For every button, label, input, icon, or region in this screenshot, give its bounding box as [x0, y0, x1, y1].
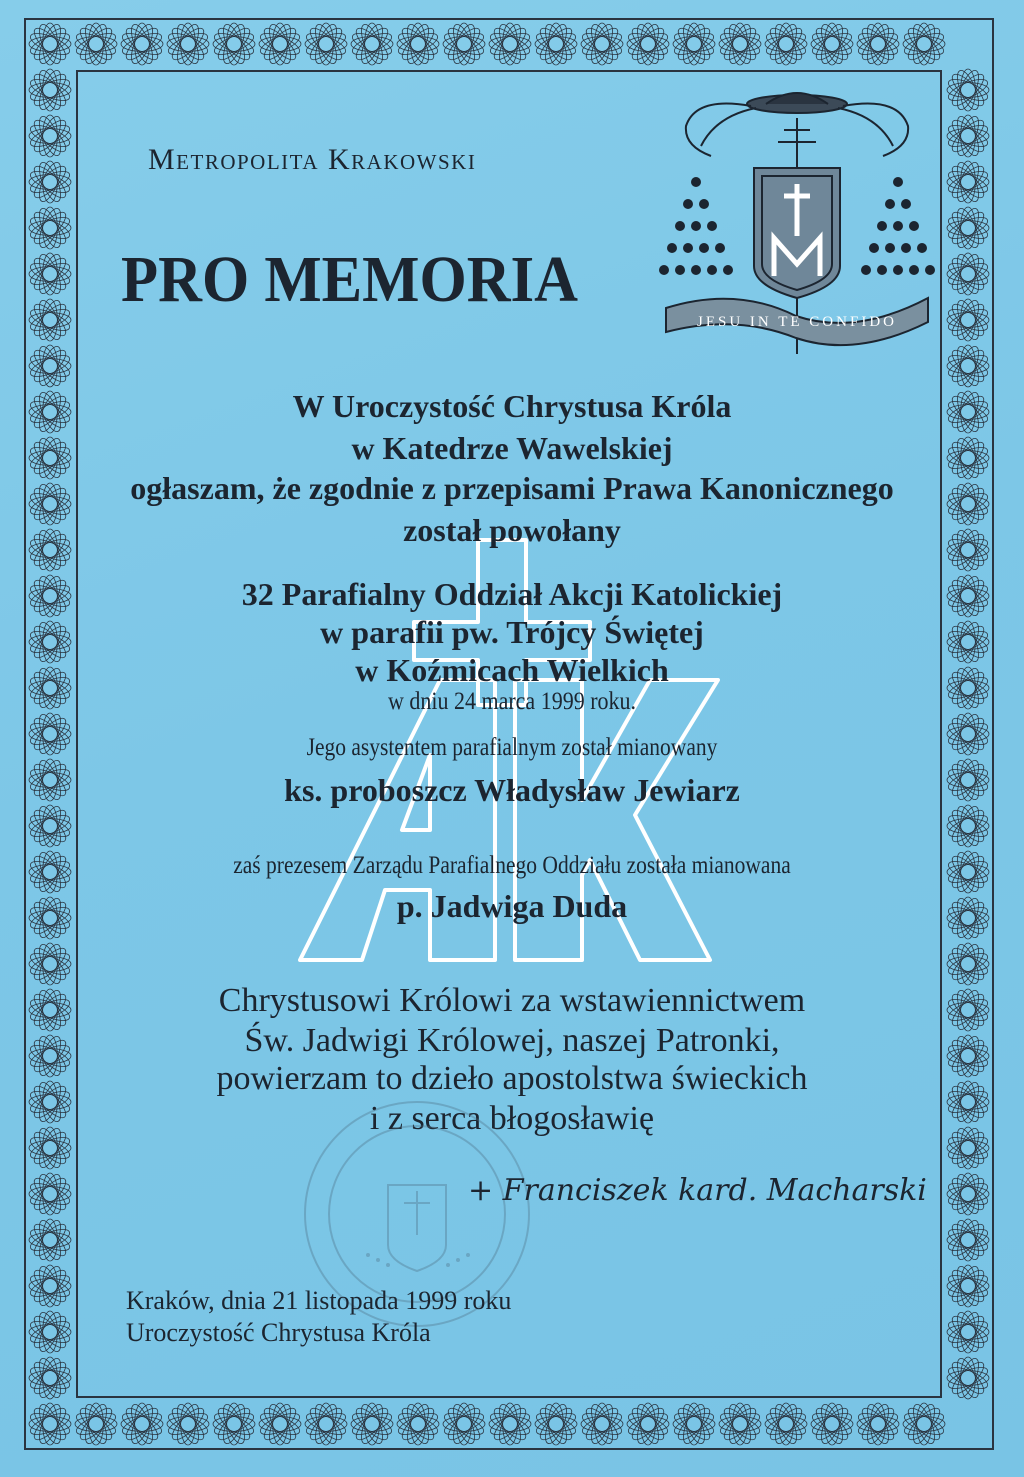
issuer-heading: Metropolita Krakowski: [148, 143, 477, 176]
president-intro: zaś prezesem Zarządu Parafialnego Oddziału została mianowana: [233, 852, 791, 879]
assistant-intro: Jego asystentem parafialnym został mianowany: [306, 734, 718, 761]
unit-name-line-1: 32 Parafialny Oddział Akcji Katolickiej: [241, 576, 783, 612]
announcement-line-4: został powołany: [403, 512, 621, 548]
place-and-date: Kraków, dnia 21 listopada 1999 roku: [126, 1286, 512, 1315]
blessing-line-2: Św. Jadwigi Królowej, naszej Patronki,: [244, 1022, 780, 1059]
announcement-line-2: w Katedrze Wawelskiej: [351, 430, 673, 466]
president-name: p. Jadwiga Duda: [396, 888, 628, 924]
assistant-name: ks. proboszcz Władysław Jewiarz: [284, 772, 740, 808]
announcement-line-1: W Uroczystość Chrystusa Króla: [292, 388, 732, 424]
unit-name-line-2: w parafii pw. Trójcy Świętej: [320, 614, 704, 650]
document-title: PRO MEMORIA: [121, 243, 579, 316]
blessing-line-1: Chrystusowi Królowi za wstawiennictwem: [218, 982, 806, 1019]
svg-text:+ Franciszek kard. Macharski: + Franciszek kard. Macharski: [468, 1173, 927, 1208]
establishment-date: w dniu 24 marca 1999 roku.: [387, 688, 637, 715]
crest-motto: JESU IN TE CONFIDO: [697, 314, 897, 330]
blessing-line-4: i z serca błogosławię: [369, 1100, 655, 1137]
cardinal-signature: [458, 1160, 927, 1220]
blessing-line-3: powierzam to dzieło apostolstwa świeckich: [216, 1060, 808, 1097]
announcement-line-3: ogłaszam, że zgodnie z przepisami Prawa Kanonicznego: [130, 470, 894, 506]
coat-of-arms-emblem: [656, 86, 938, 358]
occasion-footer: Uroczystość Chrystusa Króla: [126, 1318, 431, 1347]
unit-name-line-3: w Koźmicach Wielkich: [355, 652, 669, 688]
